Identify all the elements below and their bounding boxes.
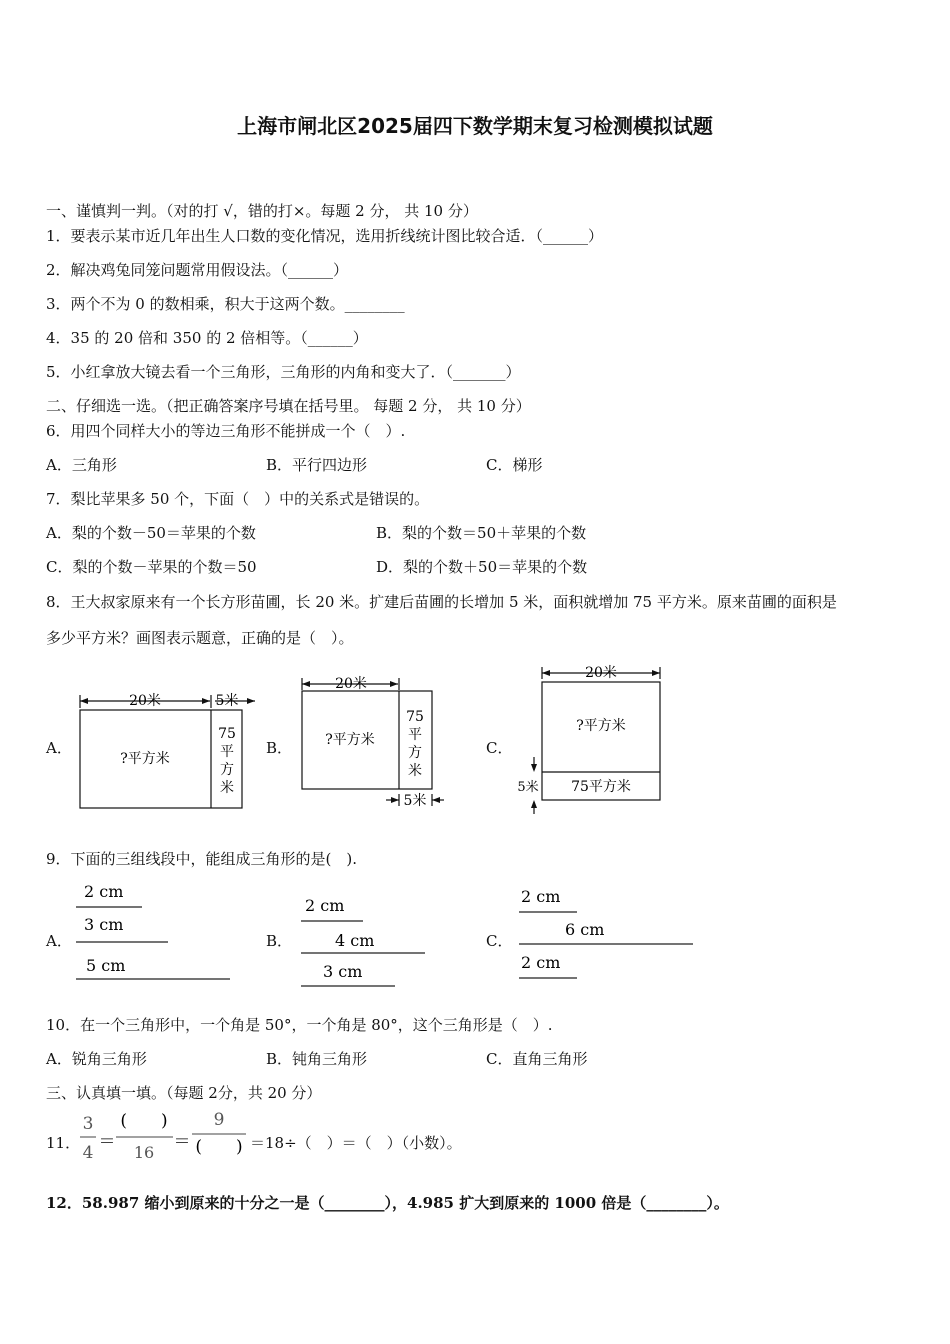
- q9b-seg-3-label: 3 cm: [323, 962, 363, 981]
- q10-option-b: B．钝角三角形: [266, 1050, 368, 1068]
- q9c-seg-3-label: 2 cm: [521, 953, 561, 972]
- q9c-seg-2-label: 6 cm: [565, 920, 605, 939]
- q9c-seg-1-label: 2 cm: [521, 887, 561, 906]
- q9-segments-b: [297, 890, 437, 990]
- question-5: 5．小红拿放大镜去看一个三角形，三角形的内角和变大了．（_______）: [46, 363, 521, 381]
- q8-option-c: C．: [486, 739, 513, 757]
- section-heading-2: 二、仔细选一选。（把正确答案序号填在括号里。 每题 2 分， 共 10 分）: [46, 397, 531, 415]
- fig-a-length-5: 5米: [215, 693, 239, 709]
- question-2: 2．解决鸡兔同笼问题常用假设法。（______）: [46, 261, 349, 279]
- fig-b-length-20: 20米: [335, 676, 367, 692]
- q7-option-d: D．梨的个数＋50＝苹果的个数: [376, 558, 588, 576]
- q9-option-a: A．: [46, 932, 72, 950]
- q9a-seg-2-label: 3 cm: [84, 915, 124, 934]
- question-1: 1．要表示某市近几年出生人口数的变化情况，选用折线统计图比较合适．（______）: [46, 227, 604, 245]
- q9b-seg-1-label: 2 cm: [305, 896, 345, 915]
- fig-a-added-3: 方: [220, 762, 234, 778]
- frac1-denominator: 4: [82, 1143, 94, 1163]
- q8-figure-b: [296, 672, 451, 812]
- fig-c-added-area: 75平方米: [571, 779, 631, 795]
- section-heading-1: 一、谨慎判一判。（对的打 √，错的打×。每题 2 分， 共 10 分）: [46, 202, 478, 220]
- q8-option-a: A．: [46, 739, 72, 757]
- q11-rest: ＝18÷（ ）＝（ ）（小数）。: [250, 1134, 462, 1152]
- frac3-numerator: 9: [213, 1110, 225, 1130]
- eq-sign-2: ＝: [173, 1132, 191, 1152]
- q8-option-b: B．: [266, 739, 293, 757]
- q9-segments-a: [72, 878, 242, 988]
- eq-sign-1: ＝: [98, 1132, 116, 1152]
- fig-b-length-5: 5米: [403, 793, 427, 809]
- fig-c-unknown-area: ?平方米: [576, 718, 626, 734]
- q8-figure-c: [512, 662, 672, 817]
- question-12: 12．58.987 缩小到原来的十分之一是（________），4.985 扩大到原来的 1000 倍是（________）。: [46, 1194, 729, 1212]
- question-9: 9．下面的三组线段中，能组成三角形的是( ).: [46, 850, 358, 868]
- fig-c-length-20: 20米: [585, 665, 617, 681]
- fig-b-added-1: 75: [406, 709, 424, 725]
- q11-number: 11．: [46, 1134, 81, 1152]
- q10-option-a: A．锐角三角形: [46, 1050, 147, 1068]
- q9-option-b: B．: [266, 932, 293, 950]
- fig-b-added-4: 米: [408, 763, 422, 779]
- q11-fractions: [78, 1108, 253, 1168]
- frac3-denominator: ( ): [195, 1137, 243, 1157]
- q10-option-c: C．直角三角形: [486, 1050, 588, 1068]
- fig-a-added-1: 75: [218, 726, 236, 742]
- q6-option-a: A．三角形: [46, 456, 117, 474]
- q6-option-c: C．梯形: [486, 456, 543, 474]
- fig-a-added-2: 平: [220, 744, 234, 760]
- fig-b-added-2: 平: [408, 727, 422, 743]
- section-heading-3: 三、认真填一填。（每题 2分，共 20 分）: [46, 1084, 322, 1102]
- page-title: 上海市闸北区2025届四下数学期末复习检测模拟试题: [237, 114, 713, 138]
- question-4: 4．35 的 20 倍和 350 的 2 倍相等。（______）: [46, 329, 368, 347]
- question-3: 3．两个不为 0 的数相乘，积大于这两个数。________: [46, 295, 405, 313]
- question-10: 10．在一个三角形中，一个角是 50°，一个角是 80°，这个三角形是（ ）.: [46, 1016, 553, 1034]
- q9a-seg-3-label: 5 cm: [86, 956, 126, 975]
- q8-figure-a: [75, 690, 265, 815]
- frac2-denominator: 16: [133, 1143, 155, 1162]
- frac1-numerator: 3: [82, 1114, 94, 1134]
- question-7: 7．梨比苹果多 50 个，下面（ ）中的关系式是错误的。: [46, 490, 430, 508]
- q7-option-a: A．梨的个数－50＝苹果的个数: [46, 524, 256, 542]
- fig-b-unknown-area: ?平方米: [325, 732, 375, 748]
- q9-segments-c: [515, 882, 705, 982]
- fig-b-added-3: 方: [408, 745, 422, 761]
- question-8-line-2: 多少平方米？画图表示题意，正确的是（ ）。: [46, 629, 354, 647]
- q9b-seg-2-label: 4 cm: [335, 931, 375, 950]
- fig-a-length-20: 20米: [129, 693, 161, 709]
- question-6: 6．用四个同样大小的等边三角形不能拼成一个（ ）.: [46, 422, 406, 440]
- q9-option-c: C．: [486, 932, 513, 950]
- fig-a-unknown-area: ?平方米: [120, 751, 170, 767]
- fig-c-length-5: 5米: [517, 780, 539, 795]
- q9a-seg-1-label: 2 cm: [84, 882, 124, 901]
- question-8-line-1: 8．王大叔家原来有一个长方形苗圃，长 20 米。扩建后苗圃的长增加 5 米，面积就增加 75 平方米。原来苗圃的面积是: [46, 593, 837, 611]
- q7-option-c: C．梨的个数－苹果的个数＝50: [46, 558, 257, 576]
- frac2-numerator: ( ): [120, 1111, 168, 1131]
- q6-option-b: B．平行四边形: [266, 456, 368, 474]
- q7-option-b: B．梨的个数＝50＋苹果的个数: [376, 524, 587, 542]
- fig-a-added-4: 米: [220, 780, 234, 796]
